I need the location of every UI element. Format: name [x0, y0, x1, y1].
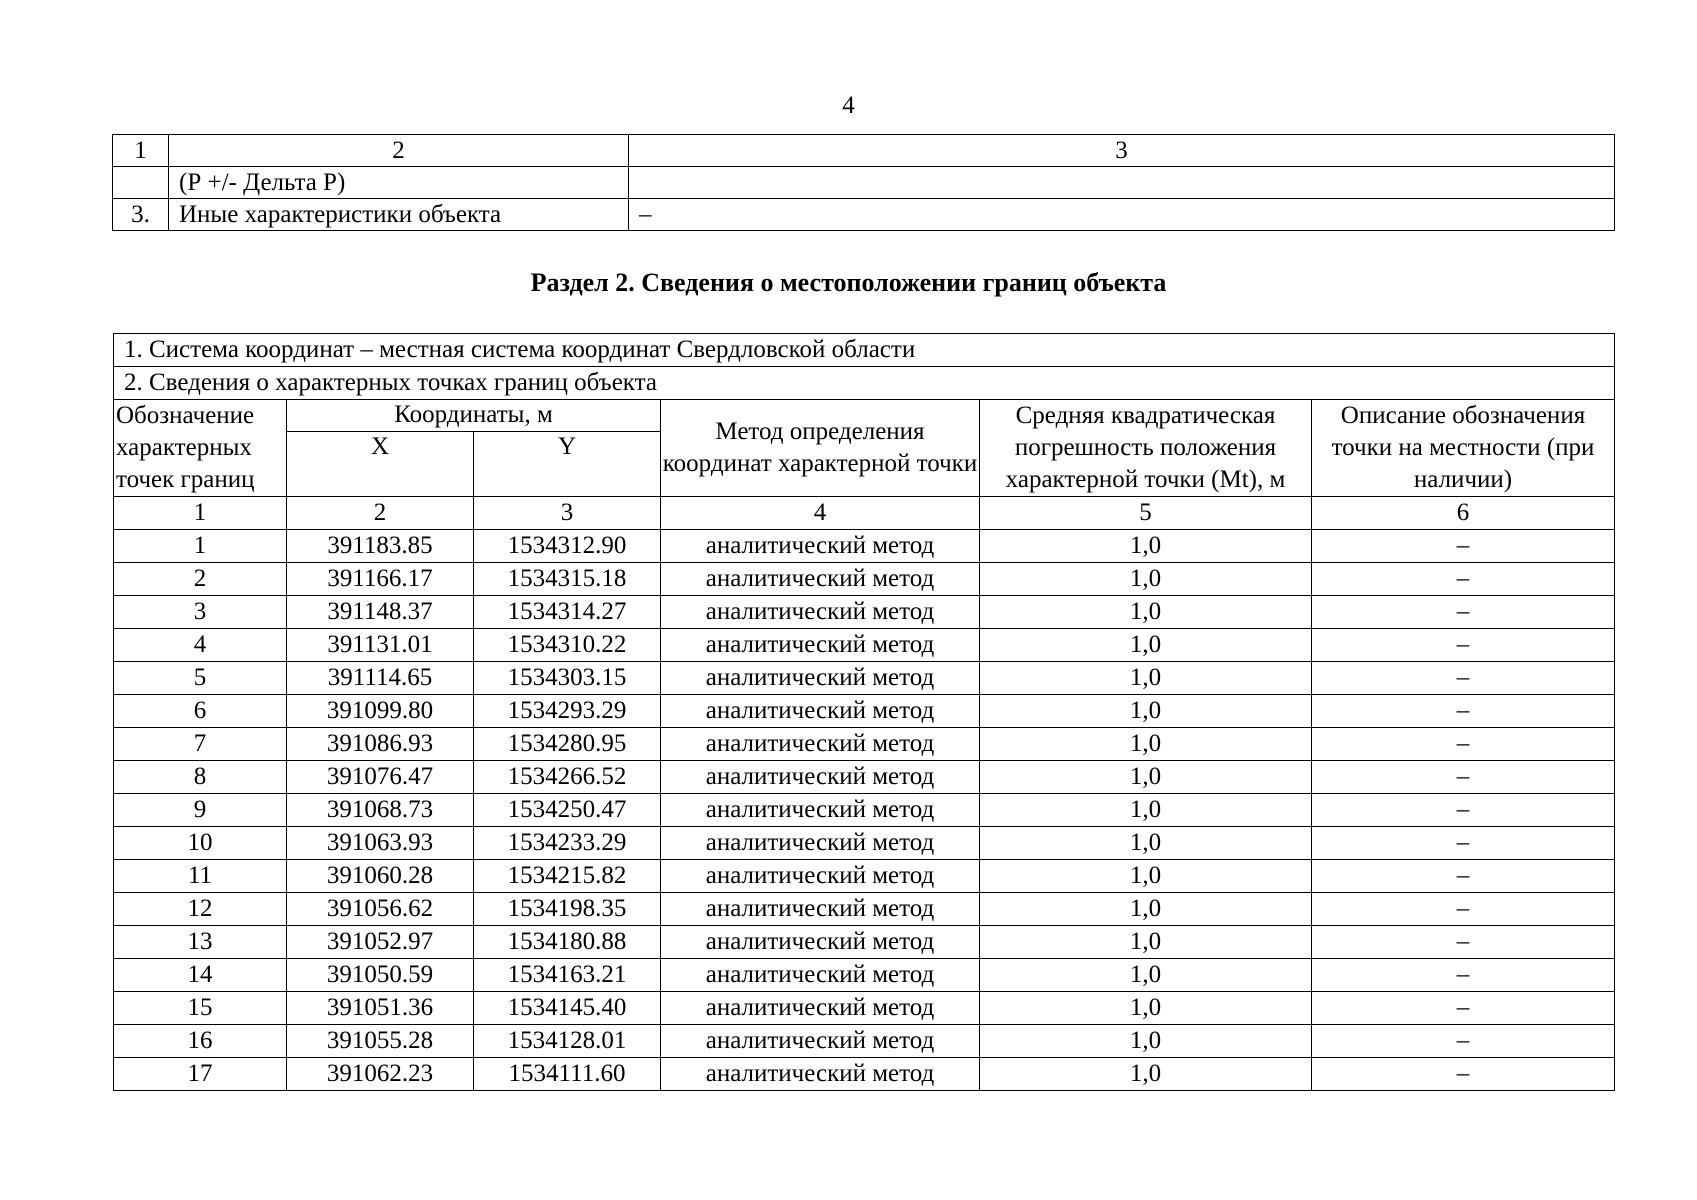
determination-method: аналитический метод	[661, 662, 980, 695]
coordinate-y: 1534111.60	[474, 1058, 661, 1091]
table-row	[114, 959, 1615, 992]
column-number: 6	[1312, 497, 1615, 530]
point-description: –	[1312, 827, 1615, 860]
table-row	[113, 167, 1615, 199]
table-row	[114, 794, 1615, 827]
table-row	[114, 1058, 1615, 1091]
coordinate-x: 391114.65	[287, 662, 474, 695]
coordinate-x: 391148.37	[287, 596, 474, 629]
point-description: –	[1312, 926, 1615, 959]
coordinate-y: 1534163.21	[474, 959, 661, 992]
table-row	[114, 992, 1615, 1025]
points-info: 2. Сведения о характерных точках границ объекта	[114, 367, 1615, 400]
determination-method: аналитический метод	[661, 761, 980, 794]
determination-method: аналитический метод	[661, 695, 980, 728]
coordinate-x: 391050.59	[287, 959, 474, 992]
coordinate-y: 1534303.15	[474, 662, 661, 695]
coordinate-y: 1534180.88	[474, 926, 661, 959]
determination-method: аналитический метод	[661, 1025, 980, 1058]
row-number	[113, 167, 169, 199]
object-characteristics-table	[112, 134, 1615, 231]
position-error: 1,0	[980, 530, 1312, 563]
point-description: –	[1312, 860, 1615, 893]
point-designation: 9	[114, 794, 287, 827]
coordinate-x: 391051.36	[287, 992, 474, 1025]
column-number: 2	[169, 135, 629, 167]
table-row	[114, 596, 1615, 629]
header-description: Описание обозначения точки на местности (при наличии)	[1312, 400, 1615, 497]
characteristic-name: Иные характеристики объекта	[169, 199, 629, 231]
determination-method: аналитический метод	[661, 563, 980, 596]
coordinate-y: 1534315.18	[474, 563, 661, 596]
point-description: –	[1312, 563, 1615, 596]
determination-method: аналитический метод	[661, 992, 980, 1025]
point-description: –	[1312, 530, 1615, 563]
point-designation: 10	[114, 827, 287, 860]
coordinate-y: 1534145.40	[474, 992, 661, 1025]
table-row	[114, 827, 1615, 860]
position-error: 1,0	[980, 926, 1312, 959]
coordinate-system-row	[114, 334, 1615, 367]
position-error: 1,0	[980, 563, 1312, 596]
boundary-points-table	[113, 333, 1615, 1091]
point-description: –	[1312, 629, 1615, 662]
determination-method: аналитический метод	[661, 959, 980, 992]
table-row	[114, 695, 1615, 728]
column-number: 3	[629, 135, 1615, 167]
point-description: –	[1312, 728, 1615, 761]
determination-method: аналитический метод	[661, 893, 980, 926]
coordinate-x: 391183.85	[287, 530, 474, 563]
point-designation: 1	[114, 530, 287, 563]
table-row	[114, 563, 1615, 596]
column-number: 1	[114, 497, 287, 530]
coordinate-y: 1534280.95	[474, 728, 661, 761]
position-error: 1,0	[980, 728, 1312, 761]
coordinate-x: 391060.28	[287, 860, 474, 893]
position-error: 1,0	[980, 695, 1312, 728]
point-description: –	[1312, 794, 1615, 827]
coordinate-y: 1534198.35	[474, 893, 661, 926]
column-number: 4	[661, 497, 980, 530]
position-error: 1,0	[980, 893, 1312, 926]
coordinate-system: 1. Система координат – местная система координат Свердловской области	[114, 334, 1615, 367]
point-designation: 13	[114, 926, 287, 959]
determination-method: аналитический метод	[661, 596, 980, 629]
point-description: –	[1312, 695, 1615, 728]
table-row	[114, 761, 1615, 794]
table-row	[114, 860, 1615, 893]
determination-method: аналитический метод	[661, 827, 980, 860]
row-number: 3.	[113, 199, 169, 231]
coordinate-y: 1534215.82	[474, 860, 661, 893]
determination-method: аналитический метод	[661, 926, 980, 959]
coordinate-x: 391052.97	[287, 926, 474, 959]
header-method: Метод определения координат характерной точки	[661, 400, 980, 497]
header-x: X	[287, 431, 474, 496]
point-designation: 4	[114, 629, 287, 662]
determination-method: аналитический метод	[661, 530, 980, 563]
coordinate-x: 391131.01	[287, 629, 474, 662]
position-error: 1,0	[980, 794, 1312, 827]
point-description: –	[1312, 893, 1615, 926]
coordinate-y: 1534312.90	[474, 530, 661, 563]
coordinate-y: 1534250.47	[474, 794, 661, 827]
point-designation: 6	[114, 695, 287, 728]
point-description: –	[1312, 1025, 1615, 1058]
position-error: 1,0	[980, 827, 1312, 860]
page-number: 4	[842, 92, 855, 119]
point-description: –	[1312, 1058, 1615, 1091]
position-error: 1,0	[980, 629, 1312, 662]
coordinate-x: 391056.62	[287, 893, 474, 926]
characteristic-value: –	[629, 199, 1615, 231]
header-error: Средняя квадратическая погрешность положения характерной точки (Mt), м	[980, 400, 1312, 497]
table-row	[114, 728, 1615, 761]
characteristic-value	[629, 167, 1615, 199]
section-title: Раздел 2. Сведения о местоположении границ объекта	[530, 268, 1167, 297]
coordinate-x: 391055.28	[287, 1025, 474, 1058]
table-row	[113, 199, 1615, 231]
table-row	[114, 662, 1615, 695]
position-error: 1,0	[980, 596, 1312, 629]
position-error: 1,0	[980, 1058, 1312, 1091]
coordinate-y: 1534314.27	[474, 596, 661, 629]
coordinate-x: 391062.23	[287, 1058, 474, 1091]
coordinate-x: 391099.80	[287, 695, 474, 728]
position-error: 1,0	[980, 959, 1312, 992]
coordinate-y: 1534233.29	[474, 827, 661, 860]
position-error: 1,0	[980, 662, 1312, 695]
position-error: 1,0	[980, 860, 1312, 893]
coordinate-x: 391076.47	[287, 761, 474, 794]
determination-method: аналитический метод	[661, 794, 980, 827]
table-row	[114, 926, 1615, 959]
header-coordinates: Координаты, м	[287, 400, 661, 432]
point-description: –	[1312, 662, 1615, 695]
point-designation: 12	[114, 893, 287, 926]
point-designation: 17	[114, 1058, 287, 1091]
position-error: 1,0	[980, 1025, 1312, 1058]
table-row	[114, 530, 1615, 563]
coordinate-x: 391068.73	[287, 794, 474, 827]
column-number-row	[114, 497, 1615, 530]
table-row	[114, 893, 1615, 926]
header-designation: Обозначение характерных точек границ	[114, 400, 287, 497]
characteristic-name: (Р +/- Дельта Р)	[169, 167, 629, 199]
point-designation: 3	[114, 596, 287, 629]
coordinate-x: 391063.93	[287, 827, 474, 860]
point-designation: 11	[114, 860, 287, 893]
determination-method: аналитический метод	[661, 860, 980, 893]
coordinate-x: 391166.17	[287, 563, 474, 596]
coordinate-y: 1534310.22	[474, 629, 661, 662]
point-description: –	[1312, 992, 1615, 1025]
column-number: 1	[113, 135, 169, 167]
point-designation: 16	[114, 1025, 287, 1058]
header-y: Y	[474, 431, 661, 496]
point-designation: 15	[114, 992, 287, 1025]
point-designation: 5	[114, 662, 287, 695]
coordinate-y: 1534128.01	[474, 1025, 661, 1058]
determination-method: аналитический метод	[661, 728, 980, 761]
column-number-row	[113, 135, 1615, 167]
determination-method: аналитический метод	[661, 629, 980, 662]
header-row	[114, 400, 1615, 432]
point-designation: 14	[114, 959, 287, 992]
position-error: 1,0	[980, 761, 1312, 794]
position-error: 1,0	[980, 992, 1312, 1025]
coordinate-x: 391086.93	[287, 728, 474, 761]
column-number: 3	[474, 497, 661, 530]
table-row	[114, 1025, 1615, 1058]
column-number: 2	[287, 497, 474, 530]
point-description: –	[1312, 959, 1615, 992]
points-info-row	[114, 367, 1615, 400]
point-description: –	[1312, 761, 1615, 794]
coordinate-y: 1534266.52	[474, 761, 661, 794]
coordinate-y: 1534293.29	[474, 695, 661, 728]
column-number: 5	[980, 497, 1312, 530]
point-designation: 8	[114, 761, 287, 794]
point-designation: 7	[114, 728, 287, 761]
table-row	[114, 629, 1615, 662]
point-description: –	[1312, 596, 1615, 629]
point-designation: 2	[114, 563, 287, 596]
determination-method: аналитический метод	[661, 1058, 980, 1091]
